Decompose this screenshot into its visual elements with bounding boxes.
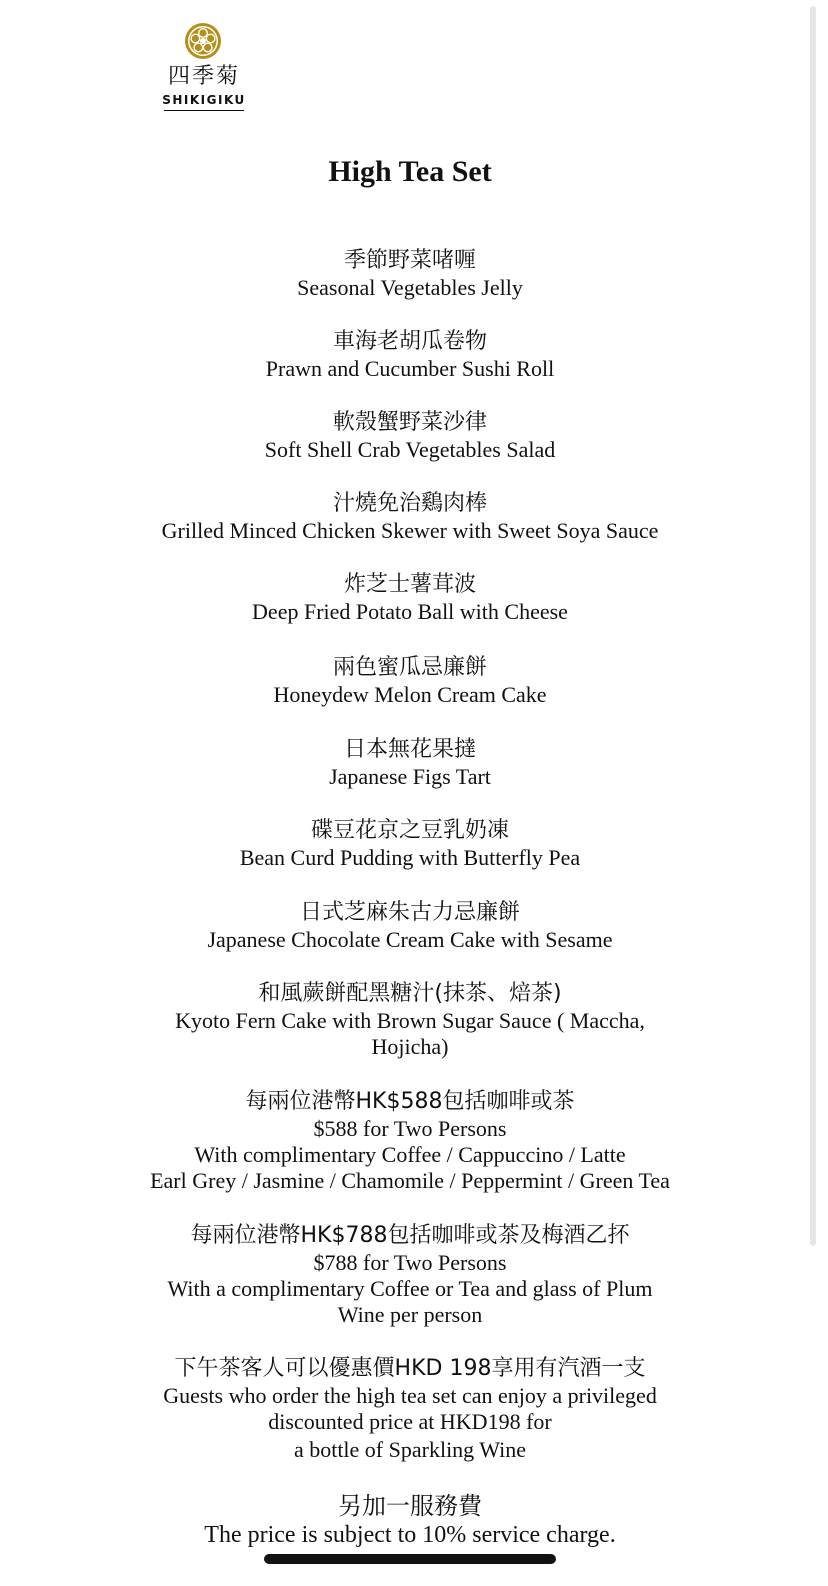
service-en: The price is subject to 10% service charge. [204, 1522, 616, 1548]
menu-item [120, 817, 700, 871]
menu-item-en: Seasonal Vegetables Jelly [297, 275, 523, 300]
sparkling-en: discounted price at HKD198 for [268, 1409, 552, 1434]
menu-item-en: Japanese Chocolate Cream Cake with Sesame [207, 927, 613, 952]
menu-item-en: Soft Shell Crab Vegetables Salad [264, 437, 556, 462]
menu-item [100, 490, 720, 544]
price-section-788 [100, 1222, 720, 1328]
menu-item-en: Japanese Figs Tart [329, 764, 491, 789]
menu-item-en: Bean Curd Pudding with Butterfly Pea [239, 845, 581, 870]
sparkling-en: Guests who order the high tea set can enjoy a privileged [163, 1383, 657, 1408]
price-588-zh: 每兩位港幣HK$588包括咖啡或茶 [245, 1089, 575, 1114]
menu-item [120, 654, 700, 708]
logo-latin-text: SHIKIGIKU [162, 93, 246, 107]
menu-item [120, 409, 700, 463]
menu-item-zh: 和風蕨餅配黑糖汁(抹茶、焙茶) [258, 981, 562, 1006]
shikigiku-logo [160, 22, 248, 114]
menu-item-zh: 汁燒免治鷄肉棒 [332, 491, 487, 516]
menu-item [120, 899, 700, 953]
menu-item-en: Honeydew Melon Cream Cake [273, 682, 547, 707]
scrollbar[interactable] [810, 6, 816, 1246]
menu-item-en: Grilled Minced Chicken Skewer with Sweet Soya Sauce [161, 518, 659, 543]
price-788-en: With a complimentary Coffee or Tea and glass of Plum [167, 1276, 653, 1301]
menu-item-en: Prawn and Cucumber Sushi Roll [265, 356, 555, 381]
menu-item-zh: 季節野菜啫喱 [343, 248, 476, 273]
sparkling-zh: 下午茶客人可以優惠價HKD 198享用有汽酒一支 [174, 1356, 646, 1381]
price-788-en: $788 for Two Persons [313, 1250, 507, 1275]
logo-underline [164, 110, 244, 111]
logo-cjk-text: 四季菊 [167, 64, 240, 89]
menu-item-zh: 炸芝士薯茸波 [343, 572, 476, 597]
menu-item-en: Hojicha) [371, 1034, 449, 1059]
price-588-en: $588 for Two Persons [313, 1116, 507, 1141]
menu-item [120, 736, 700, 790]
menu-item [120, 571, 700, 625]
menu-item-en: Deep Fried Potato Ball with Cheese [252, 599, 568, 624]
chrysanthemum-icon [184, 22, 222, 60]
menu-item-zh: 軟殼蟹野菜沙律 [332, 410, 487, 435]
price-788-zh: 每兩位港幣HK$788包括咖啡或茶及梅酒乙抔 [190, 1223, 630, 1248]
menu-item-zh: 兩色蜜瓜忌廉餅 [332, 655, 487, 680]
menu-item-zh: 碟豆花京之豆乳奶凍 [310, 818, 509, 843]
price-788-en: Wine per person [337, 1302, 483, 1327]
menu-item [120, 328, 700, 382]
price-588-en: Earl Grey / Jasmine / Chamomile / Peppermint / Green Tea [150, 1168, 670, 1193]
sparkling-en: a bottle of Sparkling Wine [293, 1437, 527, 1462]
service-charge-note [120, 1492, 700, 1550]
service-zh: 另加一服務費 [338, 1492, 482, 1520]
menu-item-en: Kyoto Fern Cake with Brown Sugar Sauce ( Maccha, [175, 1008, 645, 1033]
menu-item-zh: 車海老胡瓜卷物 [332, 329, 487, 354]
menu-item-zh: 日本無花果撻 [343, 737, 476, 762]
price-section-588 [90, 1088, 730, 1194]
home-indicator[interactable] [264, 1554, 556, 1564]
menu-item-zh: 日式芝麻朱古力忌廉餅 [299, 900, 520, 925]
menu-item [100, 980, 720, 1060]
sparkling-wine-offer [100, 1355, 720, 1463]
page-title: High Tea Set [328, 155, 492, 188]
menu-item [120, 247, 700, 301]
price-588-en: With complimentary Coffee / Cappuccino / Latte [194, 1142, 626, 1167]
